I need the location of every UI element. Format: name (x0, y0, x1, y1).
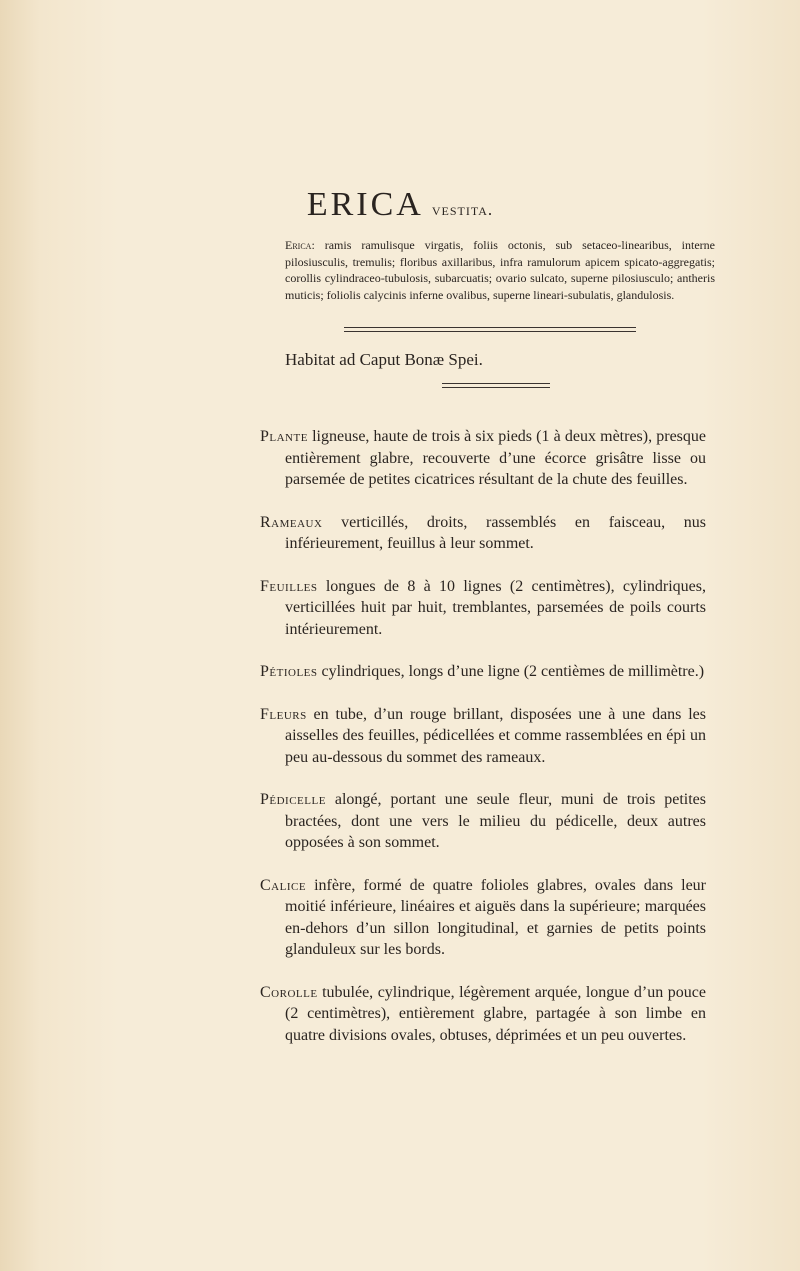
section-petioles (260, 661, 706, 683)
species-name: vestita. (431, 200, 494, 219)
section-text: verticillés, droits, rassemblés en faisceau, nus inférieurement, feuillus à leur sommet. (285, 513, 706, 552)
section-term: Fleurs (260, 705, 307, 723)
section-term: Rameaux (260, 513, 323, 531)
diagnosis-text: ramis ramulisque virgatis, foliis octonis, sub setaceo-linearibus, interne pilosiusculis, tremulis; floribus axillaribus, infra ramulorum apicem spicato-aggregatis; corollis cylindraceo-tubulosis, subarcuatis; ovario sulcato, superne pilosiusculo; antheris muticis; foliolis calycinis inferne ovalibus, superne lineari-subulatis, glandulosis. (285, 238, 715, 302)
section-fleurs (260, 704, 706, 769)
page-title (0, 186, 800, 224)
section-calice (260, 875, 706, 961)
habitat-line: Habitat ad Caput Bonæ Spei. (285, 350, 483, 369)
divider-rule (344, 327, 636, 332)
section-plante (260, 426, 706, 491)
divider-rule (442, 383, 550, 388)
diagnosis-lead: Erica: (285, 238, 315, 252)
section-corolle (260, 982, 706, 1047)
section-term: Pédicelle (260, 791, 326, 808)
section-term: Feuilles (260, 577, 318, 595)
description-sections (260, 410, 706, 1067)
section-pedicelle (260, 789, 706, 854)
section-text: alongé, portant une seule fleur, muni de trois petites bractées, dont une vers le milieu du pédicelle, deux autres opposées à son sommet. (285, 791, 706, 851)
section-text: infère, formé de quatre folioles glabres, ovales dans leur moitié inférieure, linéaires et aiguës dans la supérieure; marquées en-dehors d’un sillon longitudinal, et garnies de petits points glanduleux sur les bords. (285, 876, 706, 958)
section-text: cylindriques, longs d’une ligne (2 centièmes de millimètre.) (317, 663, 705, 680)
latin-diagnosis (285, 237, 715, 303)
section-term: Plante (260, 428, 308, 445)
genus-name: ERICA (306, 186, 424, 223)
section-text: ligneuse, haute de trois à six pieds (1 à deux mètres), presque entièrement glabre, recouverte d’une écorce grisâtre lisse ou parsemée de petites cicatrices résultant de la chute des feuilles. (285, 428, 706, 488)
section-feuilles (260, 576, 706, 641)
section-term: Pétioles (260, 663, 318, 680)
section-term: Calice (260, 876, 307, 894)
section-text: tubulée, cylindrique, légèrement arquée, longue d’un pouce (2 centimètres), entièrement glabre, partagée à son limbe en quatre divisions ovales, obtuses, déprimées et un peu ouvertes. (285, 983, 706, 1044)
section-text: longues de 8 à 10 lignes (2 centimètres), cylindriques, verticillées huit par huit, tremblantes, parsemées de poils courts intérieurement. (285, 577, 706, 638)
section-term: Corolle (260, 983, 318, 1001)
section-text: en tube, d’un rouge brillant, disposées une à une dans les aisselles des feuilles, pédicellées et comme rassemblées en épi un peu au-dessous du sommet des rameaux. (285, 705, 706, 766)
section-rameaux (260, 512, 706, 555)
